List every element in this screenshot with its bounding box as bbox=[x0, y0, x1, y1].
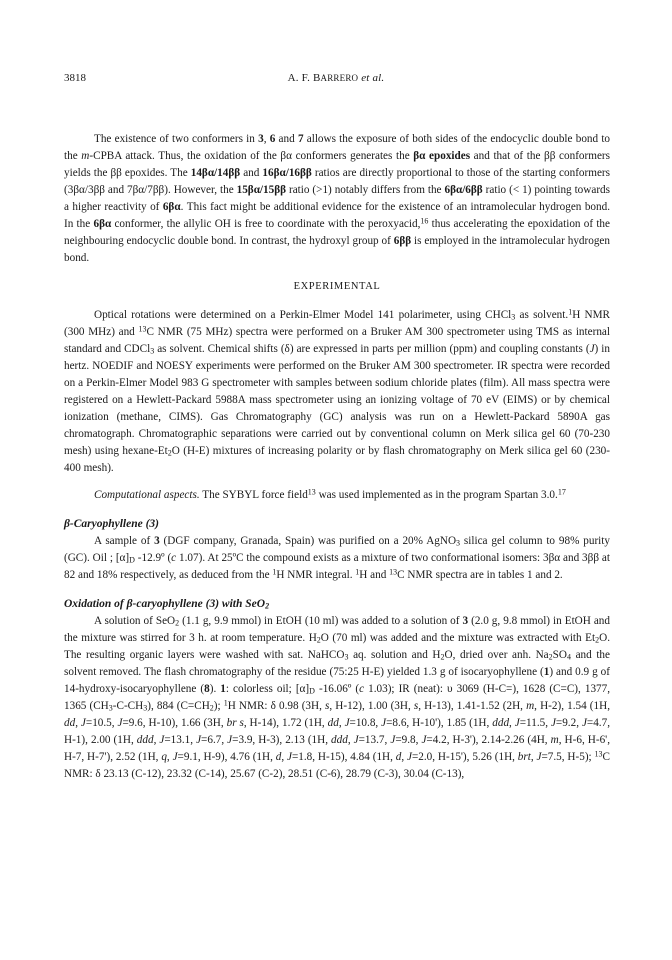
paragraph-general-methods: Optical rotations were determined on a Perkin-Elmer Model 141 polarimeter, using CHCl$_3$ as solvent.$^1$H NMR (300 MHz) and $^{13}$C NMR (75 MHz) spectra were performed on a Bruker AM 300 spectrometer using TMS as internal standard and CDCl$_3$ as solvent. Chemical shifts (δ) are expressed in parts per million (ppm) and coupling constants (J) in hertz. NOEDIF and NOESY experiments were performed on the Bruker AM 300 spectrometer. IR spectra were recorded on a Perkin-Elmer Model 983 G spectrometer with samples between sodium chloride plates (film). All mass spectra were registered on a Hewlett-Packard 5988A mass spectrometer using an ionizing voltage of 70 eV (EIMS) or by chemical ionization (methane, CIMS). Gas Chromatography (GC) analysis was run on a Hewlett-Packard 5890A gas chromatograph. Chromatographic separations were carried out by conventional column on Merk silica gel 60 (70-230 mesh) using hexane-$Et_2O$ (H-E) mixtures of increasing polarity or by flash chromatography on Merk silica gel 60 (230-400 mesh). bbox=[64, 307, 610, 474]
page-number: 3818 bbox=[64, 72, 86, 84]
heading-oxidation: Oxidation of β-caryophyllene (3) with SeO$_2$ bbox=[64, 598, 270, 611]
running-head: A. F. BARRERO et al. bbox=[287, 72, 385, 84]
paragraph-computational: Computational aspects. The SYBYL force field$^{13}$ was used implemented as in the program Spartan 3.0.17 bbox=[94, 487, 566, 501]
section-title: EXPERIMENTAL bbox=[293, 281, 381, 292]
computational-label: Computational aspects. bbox=[94, 489, 200, 501]
page-body bbox=[64, 131, 610, 783]
heading-caryophyllene: β-Caryophyllene (3) bbox=[64, 518, 159, 530]
paragraph-oxidation: A solution of SeO$_2$ (1.1 g, 9.9 mmol) in EtOH (10 ml) was added to a solution of 3 (2.0 g, 9.8 mmol) in EtOH and the mixture was stirred for 3 h. at room temperature. $H_2O$ (70 ml) was added and the mixture was extracted with $Et_2O$. The resulting organic layers were washed with sat. NaHCO$_3$ aq. solution and $H_2O$, dried over anh. $Na_2SO_4$ and the solvent removed. The flash chromatography of the residue (75:25 H-E) yielded 1.3 g of isocaryophyllene (1) and 0.9 g of 14-hydroxy-isocaryophyllene (8). 1: colorless oil; $[\alpha]_D$ -16.06º (c 1.03); IR (neat): υ 3069 (H-C=), 1628 (C=C), 1377, 1365 $(CH_3-C-CH_3)$, 884 $(C=CH_2)$; $^1$H NMR: δ 0.98 (3H, s, H-12), 1.00 (3H, s, H-13), 1.41-1.52 (2H, m, H-2), 1.54 (1H, dd, J=10.5, J=9.6, H-10), 1.66 (3H, br s, H-14), 1.72 (1H, dd, J=10.8, J=8.6, H-10'), 1.85 (1H, ddd, J=11.5, J=9.2, J=4.7, H-1), 2.00 (1H, ddd, J=13.1, J=6.7, J=3.9, H-3), 2.13 (1H, ddd, J=13.7, J=9.8, J=4.2, H-3'), 2.14-2.26 (4H, m, H-6, H-6', H-7, H-7'), 2.52 (1H, q, J=9.1, H-9), 4.76 (1H, d, J=1.8, H-15), 4.84 (1H, d, J=2.0, H-15'), 5.26 (1H, brt, J=7.5, H-5); $^{13}$C NMR: δ 23.13 (C-12), 23.32 (C-14), 25.67 (C-2), 28.51 (C-6), 28.79 (C-3), 30.04 (C-13), bbox=[64, 615, 611, 780]
paragraph-conformers: The existence of two conformers in 3, 6 and 7 allows the exposure of both sides of the endocyclic double bond to the m-CPBA attack. Thus, the oxidation of the βα conformers generates the βα epoxides and that of the ββ conformers yields the ββ epoxides. The 14βα/14ββ and 16βα/16ββ ratios are directly proportional to those of the starting conformers (3βα/3ββ and 7βα/7ββ). However, the 15βα/15ββ ratio (>1) notably differs from the 6βα/6ββ ratio (< 1) pointing towards a higher reactivity of 6βα. This fact might be additional evidence for the existence of an intramolecular hydrogen bond. In the 6βα conformer, the allylic OH is free to coordinate with the peroxyacid,$^{16}$ thus accelerating the epoxidation of the neighbouring endocyclic double bond. In contrast, the hydroxyl group of 6ββ is employed in the intramolecular hydrogen bond. bbox=[64, 133, 611, 264]
paragraph-caryophyllene: A sample of 3 (DGF company, Granada, Spain) was purified on a 20% AgNO$_3$ silica gel column to 98% purity (GC). Oil ; $[\alpha]_D$ -12.9º (c 1.07). At 25ºC the compound exists as a mixture of two conformational isomers: 3βα and 3ββ at 82 and 18% respectively, as deduced from the $^1$H NMR integral. $^1$H and $^{13}$C NMR spectra are in tables 1 and 2. bbox=[64, 535, 610, 581]
